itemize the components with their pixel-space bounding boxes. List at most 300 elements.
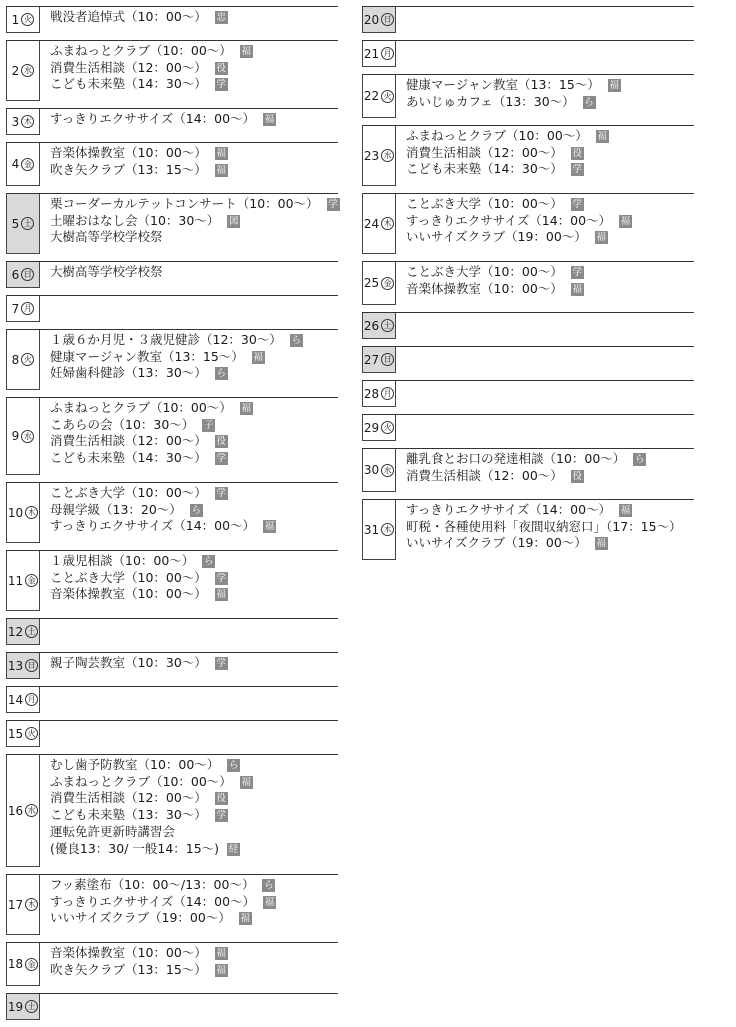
event-text: 吹き矢クラブ（13：15～） bbox=[50, 161, 207, 177]
event-list bbox=[50, 7, 338, 28]
event-item bbox=[50, 655, 338, 672]
event-text: ふまねっとクラブ（10：00～） bbox=[50, 400, 232, 415]
event-item bbox=[50, 586, 338, 603]
day-number-box bbox=[362, 126, 396, 186]
day-number-box bbox=[362, 41, 396, 67]
day-number-box bbox=[6, 296, 40, 322]
venue-tag: 福 bbox=[597, 131, 608, 142]
weekday-circle-icon: 火 bbox=[381, 421, 394, 434]
day-number-box bbox=[6, 483, 40, 543]
day-row bbox=[6, 193, 338, 254]
day-number: 11 bbox=[7, 573, 24, 588]
event-item bbox=[50, 841, 338, 858]
venue-tag: 福 bbox=[241, 776, 252, 788]
venue-tag: 忠 bbox=[216, 12, 227, 23]
day-row bbox=[6, 618, 338, 645]
event-text: むし歯予防教室（10：00～） bbox=[50, 757, 220, 772]
event-item bbox=[50, 400, 338, 417]
day-number: 15 bbox=[7, 726, 24, 741]
event-text: ことぶき大学（10：00～） bbox=[406, 196, 563, 211]
calendar-right-column bbox=[362, 6, 694, 567]
day-number-box bbox=[362, 449, 396, 492]
event-item bbox=[406, 535, 694, 552]
venue-tag: 福 bbox=[596, 538, 607, 550]
venue-tag: 学 bbox=[216, 658, 227, 669]
weekday-circle-icon: 木 bbox=[25, 506, 38, 519]
day-number-box bbox=[362, 381, 396, 407]
day-number: 18 bbox=[7, 957, 24, 971]
venue-tag: 学 bbox=[328, 199, 338, 210]
event-text: フッ素塗布（10：00～/13：00～） bbox=[50, 877, 255, 892]
venue-tag: 学 bbox=[216, 79, 227, 91]
day-row bbox=[6, 295, 338, 322]
day-number-box bbox=[6, 653, 40, 679]
event-list bbox=[50, 619, 338, 623]
event-item bbox=[406, 77, 694, 94]
day-number: 26 bbox=[363, 318, 380, 333]
event-item bbox=[406, 213, 694, 230]
event-text: (優良13：30/ 一般14：15～) bbox=[50, 840, 220, 856]
day-row bbox=[362, 346, 694, 373]
event-text: １歳６か月児・３歳児健診（12：30～） bbox=[50, 332, 282, 347]
event-list bbox=[50, 262, 338, 283]
venue-tag: 学 bbox=[572, 267, 583, 278]
day-number-box bbox=[362, 500, 396, 560]
day-row bbox=[6, 993, 338, 1020]
event-item bbox=[406, 161, 694, 178]
event-item bbox=[50, 43, 338, 60]
venue-tag: 役 bbox=[216, 793, 227, 805]
day-number: 2 bbox=[11, 63, 20, 78]
day-row bbox=[362, 40, 694, 67]
day-row bbox=[6, 6, 338, 33]
day-number: 5 bbox=[11, 216, 20, 231]
venue-tag: 福 bbox=[596, 232, 607, 244]
venue-tag: 図 bbox=[229, 215, 239, 227]
event-list bbox=[50, 194, 338, 248]
venue-tag: 学 bbox=[216, 810, 227, 822]
event-list bbox=[50, 653, 338, 674]
day-row bbox=[362, 499, 694, 560]
event-item bbox=[50, 60, 338, 77]
weekday-circle-icon: 日 bbox=[21, 268, 34, 281]
event-text: いいサイズクラブ（19：00～） bbox=[406, 229, 587, 245]
day-row bbox=[6, 686, 338, 713]
event-item bbox=[50, 877, 338, 894]
weekday-circle-icon: 水 bbox=[25, 804, 38, 817]
day-row bbox=[6, 108, 338, 135]
weekday-circle-icon: 金 bbox=[21, 158, 34, 171]
day-number-box bbox=[6, 875, 40, 935]
day-number-box bbox=[6, 194, 40, 254]
event-item bbox=[50, 111, 338, 128]
event-list bbox=[406, 194, 694, 248]
venue-tag: 福 bbox=[216, 148, 227, 159]
day-number-box bbox=[6, 943, 40, 986]
event-item bbox=[50, 264, 338, 281]
event-text: ふまねっとクラブ（10：00～） bbox=[50, 773, 232, 789]
event-text: 吹き矢クラブ（13：15～） bbox=[50, 961, 207, 977]
event-item bbox=[50, 76, 338, 93]
event-item bbox=[50, 196, 338, 213]
weekday-circle-icon: 土 bbox=[381, 319, 394, 332]
weekday-circle-icon: 火 bbox=[381, 90, 394, 103]
day-number: 28 bbox=[363, 386, 380, 401]
weekday-circle-icon: 火 bbox=[21, 353, 34, 366]
venue-tag: ら bbox=[216, 368, 227, 380]
venue-tag: 役 bbox=[572, 147, 583, 159]
venue-tag: 学 bbox=[216, 453, 227, 465]
event-list bbox=[50, 143, 338, 180]
event-text: 運転免許更新時講習会 bbox=[50, 823, 176, 839]
day-row bbox=[362, 74, 694, 118]
day-row bbox=[6, 329, 338, 390]
venue-tag: 役 bbox=[572, 470, 583, 482]
weekday-circle-icon: 月 bbox=[381, 387, 394, 400]
day-row bbox=[362, 312, 694, 339]
event-text: 大樹高等学校学校祭 bbox=[50, 264, 163, 279]
day-number-box bbox=[362, 415, 396, 441]
day-number: 12 bbox=[7, 624, 24, 639]
venue-tag: 福 bbox=[216, 164, 227, 176]
venue-tag: 経 bbox=[228, 843, 239, 855]
weekday-circle-icon: 木 bbox=[381, 523, 394, 536]
event-item bbox=[406, 264, 694, 281]
event-text: 妊婦歯科健診（13：30～） bbox=[50, 365, 207, 381]
event-item bbox=[406, 502, 694, 519]
event-text: 離乳食とお口の発達相談（10：00～） bbox=[406, 451, 626, 466]
event-text: すっきりエクササイズ（14：00～） bbox=[406, 502, 612, 517]
event-list bbox=[50, 551, 338, 605]
day-row bbox=[6, 142, 338, 186]
venue-tag: 学 bbox=[572, 164, 583, 176]
event-text: ふまねっとクラブ（10：00～） bbox=[406, 128, 588, 143]
event-item bbox=[50, 757, 338, 774]
event-item bbox=[50, 485, 338, 502]
day-row bbox=[6, 40, 338, 101]
venue-tag: 福 bbox=[241, 403, 252, 414]
event-list bbox=[406, 313, 694, 317]
event-item bbox=[50, 553, 338, 570]
day-number-box bbox=[6, 755, 40, 867]
event-text: すっきりエクササイズ（14：00～） bbox=[50, 893, 256, 909]
weekday-circle-icon: 月 bbox=[21, 302, 34, 315]
event-list bbox=[50, 721, 338, 725]
venue-tag: 福 bbox=[620, 505, 631, 516]
day-number: 25 bbox=[363, 276, 380, 290]
weekday-circle-icon: 土 bbox=[21, 217, 34, 230]
day-number: 23 bbox=[363, 148, 380, 163]
event-item bbox=[50, 213, 338, 230]
event-item bbox=[406, 94, 694, 111]
event-list bbox=[50, 687, 338, 691]
event-text: ことぶき大学（10：00～） bbox=[50, 569, 207, 585]
event-text: 音楽体操教室（10：00～） bbox=[50, 145, 207, 160]
event-list bbox=[50, 943, 338, 980]
day-number-box bbox=[362, 7, 396, 33]
day-row bbox=[362, 261, 694, 305]
event-text: 消費生活相談（12：00～） bbox=[406, 467, 563, 483]
day-row bbox=[362, 414, 694, 441]
event-item bbox=[50, 332, 338, 349]
weekday-circle-icon: 木 bbox=[25, 898, 38, 911]
event-list bbox=[50, 330, 338, 384]
event-text: いいサイズクラブ（19：00～） bbox=[406, 535, 587, 551]
day-row bbox=[362, 6, 694, 33]
event-list bbox=[406, 347, 694, 351]
event-item bbox=[406, 229, 694, 246]
event-text: 栗コーダーカルテットコンサート（10：00～） bbox=[50, 196, 319, 211]
event-list bbox=[50, 994, 338, 998]
event-text: 音楽体操教室（10：00～） bbox=[406, 280, 563, 296]
event-list bbox=[406, 41, 694, 45]
day-number-box bbox=[362, 194, 396, 254]
weekday-circle-icon: 月 bbox=[25, 693, 38, 706]
weekday-circle-icon: 日 bbox=[25, 659, 38, 672]
day-number-box bbox=[6, 143, 40, 186]
venue-tag: ら bbox=[635, 454, 645, 465]
day-row bbox=[362, 193, 694, 254]
event-item bbox=[406, 451, 694, 468]
event-item bbox=[50, 807, 338, 824]
weekday-circle-icon: 金 bbox=[25, 574, 38, 587]
event-item bbox=[50, 349, 338, 366]
calendar-left-column bbox=[6, 6, 338, 1027]
event-item bbox=[50, 518, 338, 535]
day-row bbox=[362, 448, 694, 492]
event-text: すっきりエクササイズ（14：00～） bbox=[50, 111, 256, 126]
day-number-box bbox=[362, 347, 396, 373]
day-number-box bbox=[6, 721, 40, 747]
event-item bbox=[50, 9, 338, 26]
day-number-box bbox=[6, 398, 40, 475]
event-list bbox=[406, 7, 694, 11]
event-item bbox=[50, 433, 338, 450]
day-number: 7 bbox=[11, 301, 20, 316]
day-row bbox=[362, 380, 694, 407]
event-list bbox=[406, 449, 694, 486]
day-number: 13 bbox=[7, 658, 24, 673]
venue-tag: ら bbox=[229, 760, 239, 771]
day-row bbox=[6, 397, 338, 475]
day-number: 29 bbox=[363, 420, 380, 435]
weekday-circle-icon: 金 bbox=[25, 958, 38, 971]
event-list bbox=[50, 109, 338, 130]
venue-tag: 福 bbox=[241, 46, 252, 57]
weekday-circle-icon: 土 bbox=[25, 1000, 38, 1013]
event-list bbox=[50, 398, 338, 469]
day-number-box bbox=[6, 687, 40, 713]
event-text: 親子陶芸教室（10：30～） bbox=[50, 655, 207, 670]
event-item bbox=[50, 365, 338, 382]
event-text: １歳児相談（10：00～） bbox=[50, 553, 195, 568]
event-text: 健康マージャン教室（13：15～） bbox=[50, 348, 244, 364]
event-text: 戦没者追悼式（10：00～） bbox=[50, 9, 207, 24]
day-number: 21 bbox=[363, 46, 380, 61]
day-row bbox=[6, 942, 338, 986]
event-list bbox=[406, 126, 694, 180]
day-number-box bbox=[6, 994, 40, 1020]
event-text: こども未来塾（13：30～） bbox=[50, 807, 207, 823]
venue-tag: ら bbox=[264, 880, 274, 891]
day-number-box bbox=[362, 75, 396, 118]
venue-tag: ら bbox=[584, 96, 594, 108]
day-number: 22 bbox=[363, 89, 380, 103]
event-text: 消費生活相談（12：00～） bbox=[50, 790, 207, 806]
venue-tag: 福 bbox=[572, 283, 583, 295]
event-item bbox=[50, 450, 338, 467]
day-number: 17 bbox=[7, 897, 24, 912]
venue-tag: 福 bbox=[264, 521, 275, 533]
event-text: 音楽体操教室（10：00～） bbox=[50, 945, 207, 960]
event-item bbox=[50, 502, 338, 519]
weekday-circle-icon: 水 bbox=[21, 430, 34, 443]
event-item bbox=[50, 417, 338, 434]
event-item bbox=[50, 910, 338, 927]
event-list bbox=[406, 415, 694, 419]
day-row bbox=[362, 125, 694, 186]
event-item bbox=[50, 570, 338, 587]
event-text: 母親学級（13：20～） bbox=[50, 501, 182, 517]
event-list bbox=[50, 296, 338, 300]
event-list bbox=[50, 755, 338, 859]
day-number: 19 bbox=[7, 999, 24, 1014]
venue-tag: ら bbox=[291, 335, 302, 346]
day-number-box bbox=[362, 262, 396, 305]
day-number: 27 bbox=[363, 352, 380, 367]
event-item bbox=[406, 281, 694, 298]
day-number-box bbox=[6, 7, 40, 33]
venue-tag: 子 bbox=[204, 419, 214, 431]
venue-tag: ら bbox=[204, 556, 214, 567]
event-text: 音楽体操教室（10：00～） bbox=[50, 586, 207, 602]
event-text: こども未来塾（14：30～） bbox=[406, 161, 563, 177]
weekday-circle-icon: 木 bbox=[381, 217, 394, 230]
event-text: ことぶき大学（10：00～） bbox=[50, 485, 207, 500]
venue-tag: 学 bbox=[572, 199, 583, 210]
event-text: ことぶき大学（10：00～） bbox=[406, 264, 563, 279]
event-list bbox=[406, 381, 694, 385]
event-item bbox=[50, 229, 338, 246]
event-text: こども未来塾（14：30～） bbox=[50, 76, 207, 92]
venue-tag: 福 bbox=[216, 948, 227, 959]
day-number: 4 bbox=[11, 157, 20, 171]
event-item bbox=[50, 145, 338, 162]
event-text: あいじゅカフェ（13：30～） bbox=[406, 93, 575, 109]
day-number: 9 bbox=[11, 429, 20, 443]
day-number-box bbox=[362, 313, 396, 339]
day-number-box bbox=[6, 330, 40, 390]
event-item bbox=[50, 790, 338, 807]
day-number: 6 bbox=[11, 267, 20, 282]
day-number-box bbox=[6, 109, 40, 135]
day-number: 3 bbox=[11, 114, 20, 129]
venue-tag: 福 bbox=[264, 896, 275, 908]
venue-tag: ら bbox=[191, 504, 202, 516]
event-item bbox=[50, 824, 338, 841]
event-list bbox=[50, 875, 338, 929]
day-number-box bbox=[6, 551, 40, 611]
venue-tag: 福 bbox=[609, 80, 620, 91]
event-list bbox=[406, 500, 694, 554]
event-item bbox=[50, 962, 338, 979]
day-row bbox=[6, 550, 338, 611]
weekday-circle-icon: 日 bbox=[381, 13, 394, 26]
event-text: 健康マージャン教室（13：15～） bbox=[406, 77, 600, 92]
day-number: 24 bbox=[363, 216, 380, 231]
event-item bbox=[406, 128, 694, 145]
event-item bbox=[406, 468, 694, 485]
event-text: こあらの会（10：30～） bbox=[50, 416, 195, 432]
weekday-circle-icon: 日 bbox=[381, 353, 394, 366]
weekday-circle-icon: 土 bbox=[25, 625, 38, 638]
event-text: すっきりエクササイズ（14：00～） bbox=[50, 518, 256, 534]
day-row bbox=[6, 652, 338, 679]
weekday-circle-icon: 木 bbox=[21, 115, 34, 128]
venue-tag: 学 bbox=[216, 488, 227, 499]
event-list bbox=[50, 41, 338, 95]
day-number: 1 bbox=[11, 12, 20, 27]
weekday-circle-icon: 水 bbox=[381, 149, 394, 162]
venue-tag: 福 bbox=[264, 114, 275, 125]
day-row bbox=[6, 261, 338, 288]
event-item bbox=[406, 145, 694, 162]
event-item bbox=[50, 774, 338, 791]
venue-tag: 役 bbox=[216, 436, 227, 448]
event-item bbox=[406, 519, 694, 536]
venue-tag: 福 bbox=[253, 351, 264, 363]
event-text: 消費生活相談（12：00～） bbox=[50, 59, 207, 75]
weekday-circle-icon: 火 bbox=[21, 13, 34, 26]
weekday-circle-icon: 月 bbox=[381, 47, 394, 60]
event-list bbox=[406, 262, 694, 299]
venue-tag: 福 bbox=[240, 913, 251, 925]
day-row bbox=[6, 720, 338, 747]
event-item bbox=[50, 945, 338, 962]
day-number-box bbox=[6, 262, 40, 288]
day-number: 31 bbox=[363, 522, 380, 537]
event-text: 消費生活相談（12：00～） bbox=[406, 144, 563, 160]
event-text: 消費生活相談（12：00～） bbox=[50, 433, 207, 449]
event-list bbox=[406, 75, 694, 112]
event-text: ふまねっとクラブ（10：00～） bbox=[50, 43, 232, 58]
venue-tag: 福 bbox=[620, 215, 631, 227]
event-text: 大樹高等学校学校祭 bbox=[50, 229, 163, 245]
day-number-box bbox=[6, 41, 40, 101]
venue-tag: 学 bbox=[216, 572, 227, 584]
event-item bbox=[50, 894, 338, 911]
day-row bbox=[6, 482, 338, 543]
weekday-circle-icon: 金 bbox=[381, 277, 394, 290]
venue-tag: 福 bbox=[216, 589, 227, 601]
day-number: 30 bbox=[363, 463, 380, 477]
day-row bbox=[6, 874, 338, 935]
event-list bbox=[50, 483, 338, 537]
day-number: 20 bbox=[363, 12, 380, 27]
day-row bbox=[6, 754, 338, 867]
day-number: 14 bbox=[7, 692, 24, 707]
event-text: すっきりエクササイズ（14：00～） bbox=[406, 212, 612, 228]
day-number: 10 bbox=[7, 505, 24, 520]
event-text: 土曜おはなし会（10：30～） bbox=[50, 212, 220, 228]
event-text: いいサイズクラブ（19：00～） bbox=[50, 910, 231, 926]
event-text: こども未来塾（14：30～） bbox=[50, 450, 207, 466]
day-number: 16 bbox=[7, 803, 24, 818]
event-item bbox=[50, 162, 338, 179]
day-number: 8 bbox=[11, 352, 20, 367]
weekday-circle-icon: 水 bbox=[381, 464, 394, 477]
event-text: 町税・各種使用料「夜間収納窓口」（17：15～） bbox=[406, 518, 682, 534]
